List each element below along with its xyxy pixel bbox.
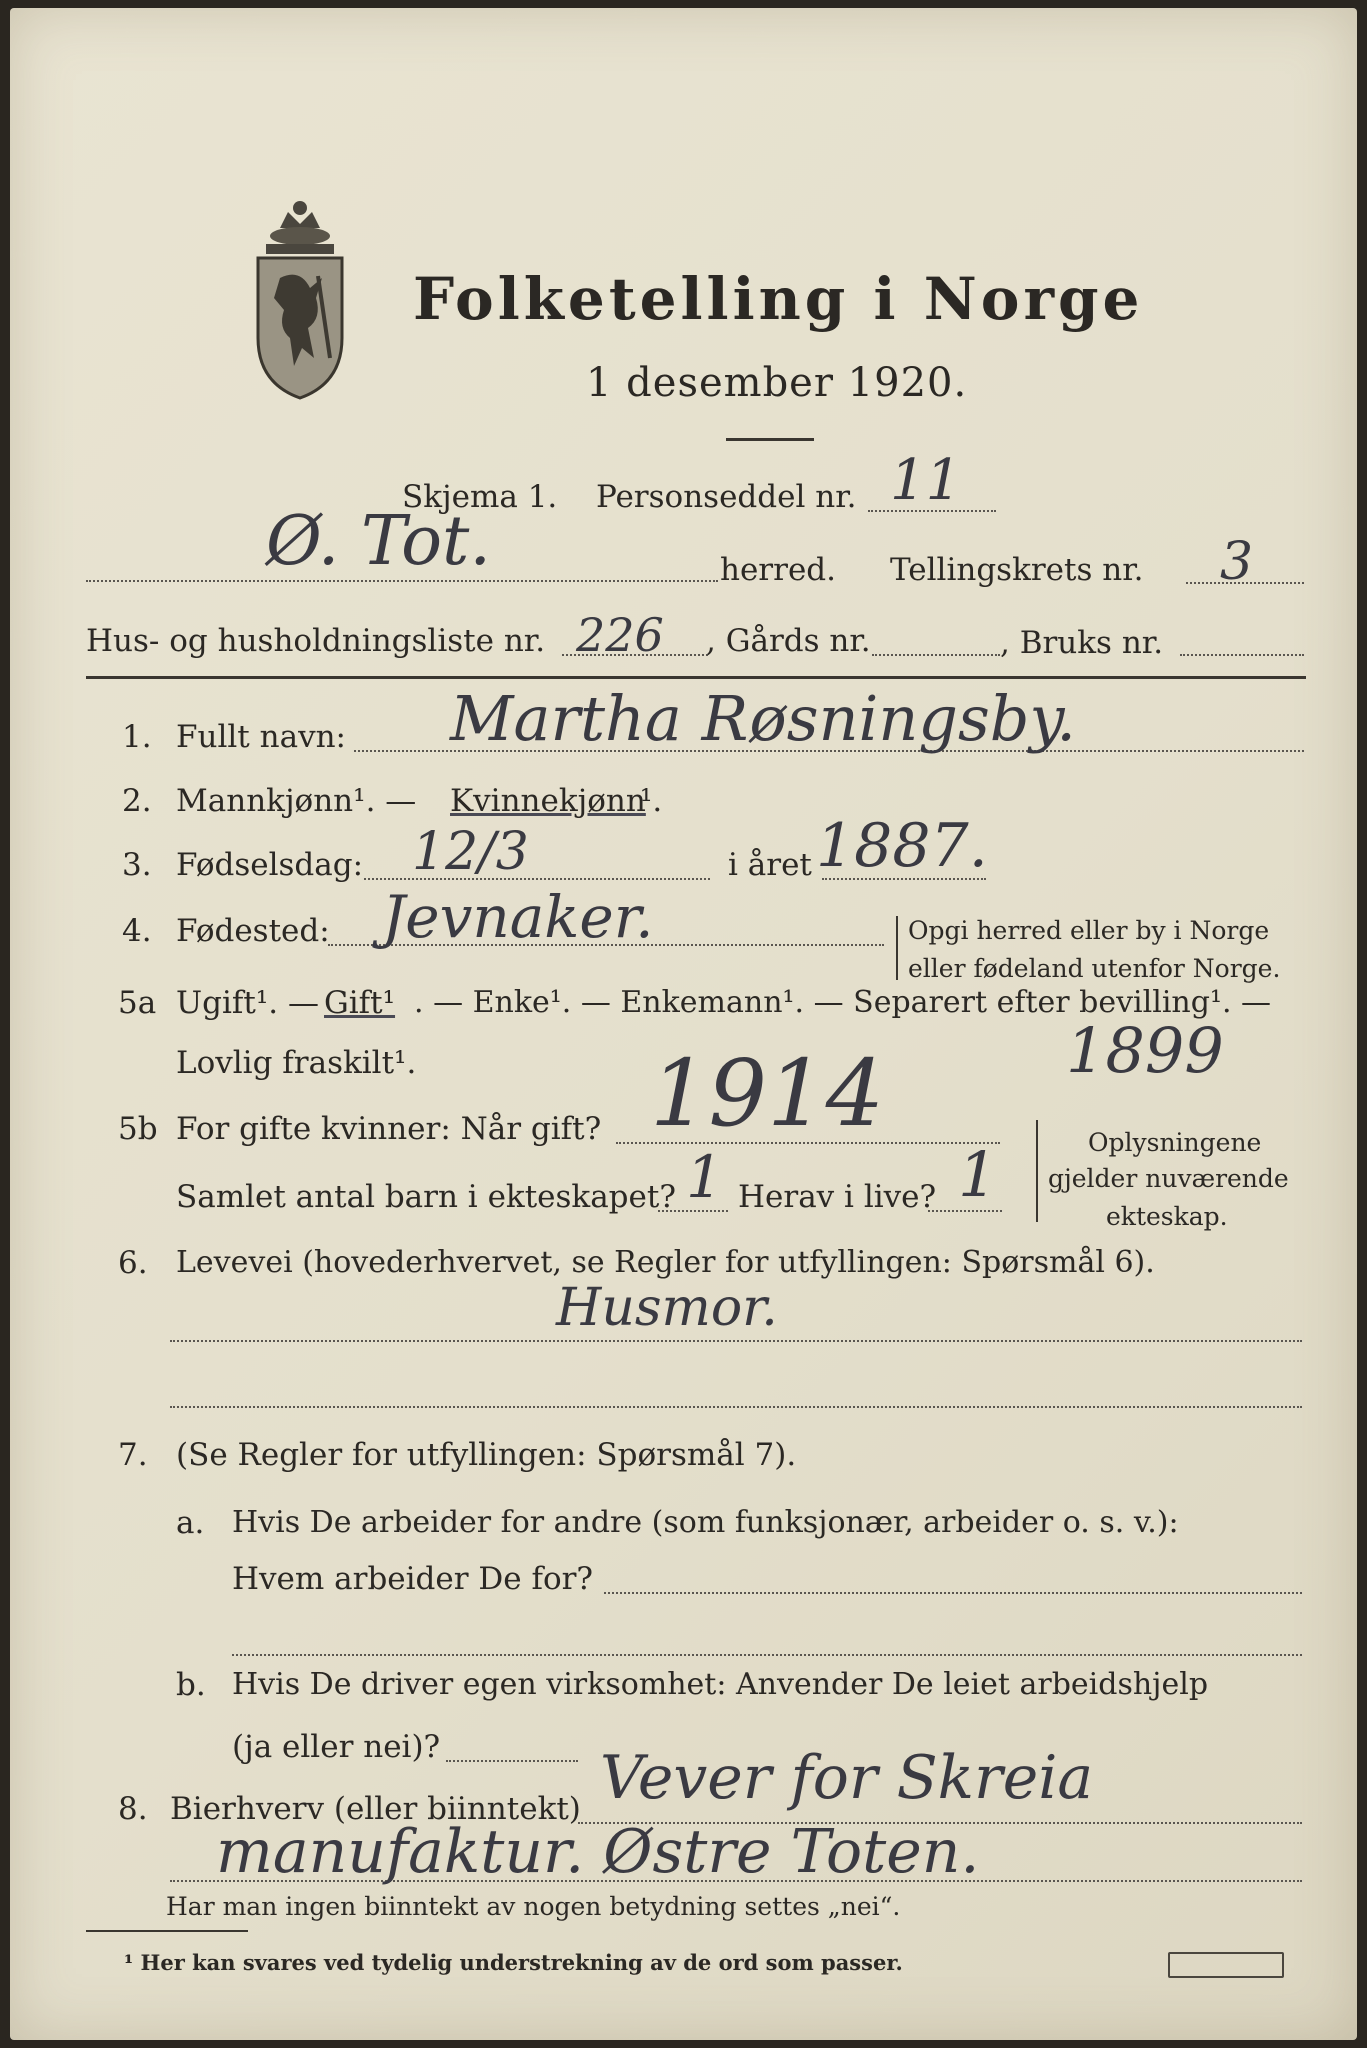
q5a-text-c: . — Enke¹. — Enkemann¹. — Separert efter bevilling¹. — [414,985,1272,1020]
q7b-line [446,1760,578,1762]
q7a-label: Hvis De arbeider for andre (som funksjonær, arbeider o. s. v.): [232,1505,1179,1540]
q5b-barn-value: 1 [686,1143,723,1211]
q6-value: Husmor. [556,1278,778,1338]
q5b-note-line1: Oplysningene [1088,1128,1262,1157]
herred-label: herred. [720,552,836,588]
q7a-line1 [604,1592,1302,1594]
form-title: Folketelling i Norge [413,265,1144,333]
q4-note-line2: eller fødeland utenfor Norge. [908,954,1281,983]
q8-value2: manufaktur. Østre Toten. [216,1817,980,1887]
q3-year-value: 1887. [816,811,988,881]
q1-label: Fullt navn: [176,719,346,755]
q7b-number: b. [176,1667,206,1703]
q8-number: 8. [118,1791,148,1827]
q3-year-label: i året [728,847,812,883]
hus-label: Hus- og husholdningsliste nr. [86,623,546,659]
q1-value: Martha Røsningsby. [450,682,1076,755]
q5a-number: 5a [118,985,157,1021]
q7a-number: a. [176,1505,205,1541]
q3-label: Fødselsdag: [176,847,364,883]
q7-label: (Se Regler for utfyllingen: Spørsmål 7). [176,1437,797,1473]
gards-label: , Gårds nr. [706,623,871,659]
q2-number: 2. [122,783,152,819]
q5a-text-a: Ugift¹. — [176,985,319,1021]
q2-text-c: ¹. [640,783,663,819]
personseddel-value: 11 [890,448,962,513]
q7a-line2-label: Hvem arbeider De for? [232,1561,594,1597]
footnote: ¹ Her kan svares ved tydelig understrekning av de ord som passer. [124,1950,903,1975]
q5b-value: 1914 [650,1040,885,1147]
footnote-rule [86,1930,248,1932]
q8-label: Bierhverv (eller biinntekt) [170,1791,581,1827]
q5b-label: For gifte kvinner: Når gift? [176,1111,602,1147]
q2-text-b: Kvinnekjønn [450,783,646,819]
header-rule [86,676,1306,679]
q6-line1 [170,1340,1302,1342]
q4-number: 4. [122,913,152,949]
title-divider [726,438,814,441]
biinntekt-note: Har man ingen biinntekt av nogen betydning settes „nei“. [166,1892,901,1921]
q5a-year-note: 1899 [1066,1014,1224,1087]
q5b-live-label: Herav i live? [738,1179,937,1215]
q1-number: 1. [122,719,152,755]
q4-note-line1: Opgi herred eller by i Norge [908,916,1270,945]
q6-number: 6. [118,1245,148,1281]
q5b-note-line3: ekteskap. [1106,1202,1228,1231]
q8-value1: Vever for Skreia [600,1743,1094,1813]
q5b-note-line2: gjelder nuværende [1048,1164,1289,1193]
q5b-number: 5b [118,1111,158,1147]
skjema-label: Skjema 1. [402,479,558,515]
coat-of-arms-icon [250,198,350,403]
q5a-line2: Lovlig fraskilt¹. [176,1045,417,1081]
printer-stamp [1168,1952,1284,1978]
q5a-text-b: Gift¹ [324,985,396,1021]
q3-value: 12/3 [412,822,529,882]
q6-label: Levevei (hovederhvervet, se Regler for utfyllingen: Spørsmål 6). [176,1245,1155,1280]
q5b-barn-label: Samlet antal barn i ekteskapet? [176,1179,676,1215]
census-date: 1 desember 1920. [586,360,968,406]
gards-line [872,654,1000,656]
bruks-label: , Bruks nr. [1000,625,1164,661]
tellingskrets-value: 3 [1220,532,1254,592]
q6-line2 [170,1406,1302,1408]
q2-text-a: Mannkjønn¹. — [176,783,417,819]
q5b-live-value: 1 [958,1138,998,1211]
hus-value: 226 [576,608,664,662]
bruks-line [1180,654,1304,656]
q7b-label: Hvis De driver egen virksomhet: Anvender De leiet arbeidshjelp [232,1667,1209,1702]
q7a-line2 [232,1654,1302,1656]
q5b-note-bracket [1036,1120,1038,1222]
q7b-line2-label: (ja eller nei)? [232,1729,441,1765]
personseddel-label: Personseddel nr. [596,479,857,515]
herred-value: Ø. Tot. [266,502,491,581]
q4-label: Fødested: [176,913,330,949]
q4-value: Jevnaker. [382,883,654,951]
q3-number: 3. [122,847,152,883]
q7-number: 7. [118,1437,148,1473]
q4-note-bracket [896,916,898,980]
tellingskrets-label: Tellingskrets nr. [890,552,1144,588]
census-form-sheet [10,8,1357,2040]
